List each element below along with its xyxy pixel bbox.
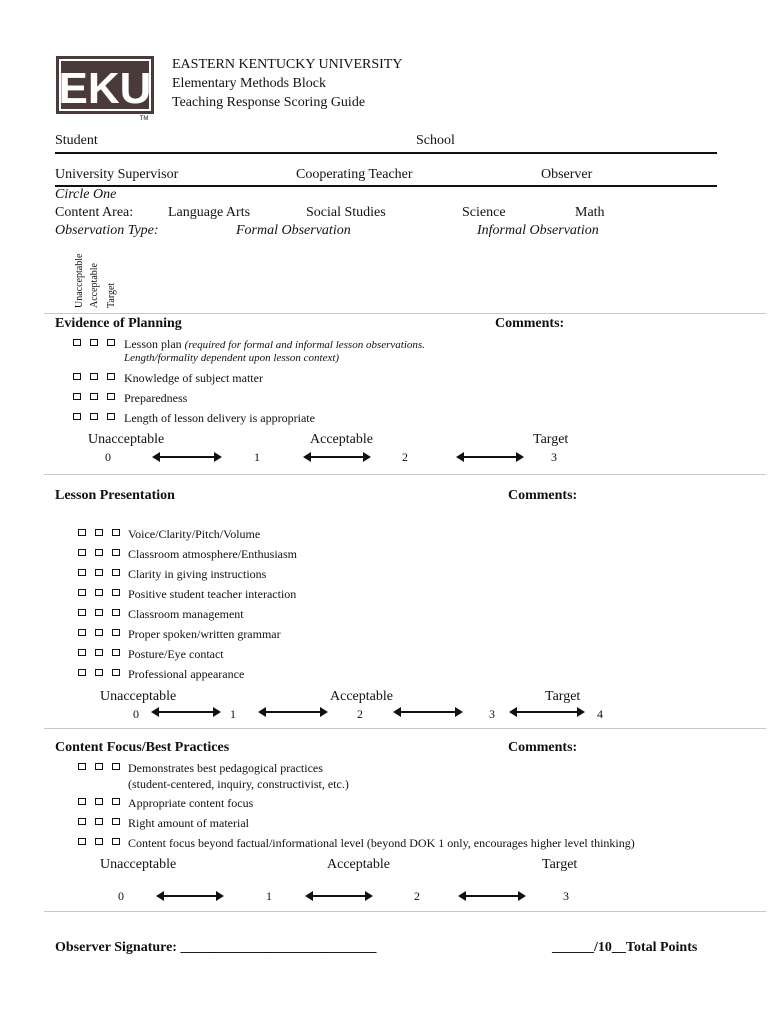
area-math[interactable]: Math xyxy=(575,205,605,220)
area-language-arts[interactable]: Language Arts xyxy=(168,205,251,220)
presentation-comments-label: Comments: xyxy=(508,488,578,503)
checkbox[interactable] xyxy=(78,529,86,536)
checkbox[interactable] xyxy=(95,629,103,636)
planning-item-knowledge: Knowledge of subject matter xyxy=(124,371,263,385)
presentation-item: Classroom management xyxy=(128,607,244,621)
student-label: Student xyxy=(55,133,98,148)
scale-label-unacceptable: Unacceptable xyxy=(100,857,177,872)
checkbox[interactable] xyxy=(112,649,120,656)
content-focus-comments-label: Comments: xyxy=(508,740,578,755)
scale-number: 1 xyxy=(230,707,236,721)
checkbox[interactable] xyxy=(95,609,103,616)
scale-number: 0 xyxy=(133,707,139,721)
supervisor-line[interactable] xyxy=(55,185,717,187)
school-label: School xyxy=(416,133,455,148)
student-school-line[interactable] xyxy=(55,152,717,154)
checkbox[interactable] xyxy=(112,609,120,616)
scale-number: 2 xyxy=(402,450,408,464)
presentation-item: Professional appearance xyxy=(128,667,245,681)
checkbox[interactable] xyxy=(107,339,115,346)
area-social-studies[interactable]: Social Studies xyxy=(306,205,386,220)
scale-label-target: Target xyxy=(545,689,581,704)
section-title-content-focus: Content Focus/Best Practices xyxy=(55,740,230,755)
checkbox[interactable] xyxy=(90,393,98,400)
scale-number: 1 xyxy=(254,450,260,464)
checkbox[interactable] xyxy=(95,798,103,805)
double-arrow-icon xyxy=(458,891,526,901)
observation-type-label: Observation Type: xyxy=(55,223,159,238)
checkbox[interactable] xyxy=(78,798,86,805)
area-science[interactable]: Science xyxy=(462,205,506,220)
header-university: EASTERN KENTUCKY UNIVERSITY xyxy=(172,57,403,72)
checkbox[interactable] xyxy=(78,818,86,825)
scale-number: 4 xyxy=(597,707,603,721)
observer-label: Observer xyxy=(541,167,593,182)
scale-number: 1 xyxy=(266,889,272,903)
checkbox[interactable] xyxy=(78,589,86,596)
scale-number: 3 xyxy=(563,889,569,903)
checkbox[interactable] xyxy=(95,669,103,676)
list-item xyxy=(124,337,425,352)
checkbox[interactable] xyxy=(78,669,86,676)
scale-label-acceptable: Acceptable xyxy=(310,432,373,447)
section-title-planning: Evidence of Planning xyxy=(55,316,182,331)
checkbox[interactable] xyxy=(112,529,120,536)
checkbox[interactable] xyxy=(95,549,103,556)
checkbox[interactable] xyxy=(95,589,103,596)
content-focus-item: Content focus beyond factual/informational level (beyond DOK 1 only, encourages higher level thinking) xyxy=(128,836,635,850)
double-arrow-icon xyxy=(151,707,221,717)
checkbox[interactable] xyxy=(112,549,120,556)
type-informal[interactable]: Informal Observation xyxy=(477,223,599,238)
double-arrow-icon xyxy=(456,452,524,462)
scale-number: 3 xyxy=(489,707,495,721)
eku-logo xyxy=(56,56,154,120)
checkbox[interactable] xyxy=(73,393,81,400)
logo-lettering: EKU xyxy=(58,64,152,113)
checkbox[interactable] xyxy=(78,649,86,656)
column-unacceptable: Unacceptable xyxy=(74,253,85,308)
observer-signature-field[interactable]: Observer Signature: ____________________________ xyxy=(55,940,377,955)
checkbox[interactable] xyxy=(78,569,86,576)
checkbox[interactable] xyxy=(107,413,115,420)
double-arrow-icon xyxy=(258,707,328,717)
scale-number: 2 xyxy=(414,889,420,903)
presentation-item: Voice/Clarity/Pitch/Volume xyxy=(128,527,261,541)
checkbox[interactable] xyxy=(95,763,103,770)
checkbox[interactable] xyxy=(78,838,86,845)
checkbox[interactable] xyxy=(107,393,115,400)
divider xyxy=(44,728,766,729)
scale-label-target: Target xyxy=(542,857,578,872)
double-arrow-icon xyxy=(156,891,224,901)
lesson-plan-note: (required for formal and informal lesson observations. xyxy=(184,339,425,351)
checkbox[interactable] xyxy=(78,549,86,556)
planning-item-preparedness: Preparedness xyxy=(124,391,188,405)
scale-label-acceptable: Acceptable xyxy=(327,857,390,872)
content-focus-item: Right amount of material xyxy=(128,816,249,830)
checkbox[interactable] xyxy=(112,629,120,636)
header-program: Elementary Methods Block xyxy=(172,76,326,91)
divider xyxy=(44,911,766,912)
presentation-item: Classroom atmosphere/Enthusiasm xyxy=(128,547,297,561)
scale-label-unacceptable: Unacceptable xyxy=(88,432,165,447)
scale-number: 2 xyxy=(357,707,363,721)
presentation-item: Clarity in giving instructions xyxy=(128,567,267,581)
content-focus-item-note: (student-centered, inquiry, constructivist, etc.) xyxy=(128,777,349,791)
checkbox[interactable] xyxy=(95,529,103,536)
circle-one-heading: Circle One xyxy=(55,187,117,202)
scale-number: 0 xyxy=(105,450,111,464)
total-points-field[interactable]: ______/10__Total Points xyxy=(552,940,698,955)
type-formal[interactable]: Formal Observation xyxy=(236,223,351,238)
presentation-item: Proper spoken/written grammar xyxy=(128,627,281,641)
checkbox[interactable] xyxy=(112,818,120,825)
column-target: Target xyxy=(106,282,117,308)
logo-tm: TM xyxy=(139,116,149,120)
checkbox[interactable] xyxy=(78,609,86,616)
checkbox[interactable] xyxy=(73,339,81,346)
presentation-item: Posture/Eye contact xyxy=(128,647,224,661)
planning-item-lesson-plan: Lesson plan xyxy=(124,337,182,351)
checkbox[interactable] xyxy=(73,373,81,380)
divider xyxy=(44,313,766,314)
checkbox[interactable] xyxy=(95,838,103,845)
divider xyxy=(44,474,766,475)
lesson-plan-note-2: Length/formality dependent upon lesson context) xyxy=(124,352,340,364)
double-arrow-icon xyxy=(509,707,585,717)
checkbox[interactable] xyxy=(78,629,86,636)
supervisor-label: University Supervisor xyxy=(55,167,179,182)
double-arrow-icon xyxy=(152,452,222,462)
scale-label-target: Target xyxy=(533,432,569,447)
scale-label-acceptable: Acceptable xyxy=(330,689,393,704)
planning-item-length: Length of lesson delivery is appropriate xyxy=(124,411,315,425)
checkbox[interactable] xyxy=(95,569,103,576)
checkbox[interactable] xyxy=(78,763,86,770)
cooperating-teacher-label: Cooperating Teacher xyxy=(296,167,413,182)
content-focus-item: Appropriate content focus xyxy=(128,796,254,810)
double-arrow-icon xyxy=(303,452,371,462)
checkbox[interactable] xyxy=(95,818,103,825)
checkbox[interactable] xyxy=(112,838,120,845)
header-guide-title: Teaching Response Scoring Guide xyxy=(172,95,366,110)
checkbox[interactable] xyxy=(90,339,98,346)
double-arrow-icon xyxy=(305,891,373,901)
planning-comments-label: Comments: xyxy=(495,316,565,331)
scale-number: 0 xyxy=(118,889,124,903)
scale-label-unacceptable: Unacceptable xyxy=(100,689,177,704)
checkbox[interactable] xyxy=(90,413,98,420)
checkbox[interactable] xyxy=(112,589,120,596)
column-acceptable: Acceptable xyxy=(89,263,100,308)
content-area-label: Content Area: xyxy=(55,205,134,220)
checkbox[interactable] xyxy=(107,373,115,380)
double-arrow-icon xyxy=(393,707,463,717)
scale-number: 3 xyxy=(551,450,557,464)
checkbox[interactable] xyxy=(90,373,98,380)
content-focus-item: Demonstrates best pedagogical practices xyxy=(128,761,323,775)
checkbox[interactable] xyxy=(73,413,81,420)
presentation-item: Positive student teacher interaction xyxy=(128,587,297,601)
checkbox[interactable] xyxy=(112,798,120,805)
checkbox[interactable] xyxy=(112,569,120,576)
checkbox[interactable] xyxy=(112,763,120,770)
checkbox[interactable] xyxy=(112,669,120,676)
checkbox[interactable] xyxy=(95,649,103,656)
section-title-presentation: Lesson Presentation xyxy=(55,488,175,503)
